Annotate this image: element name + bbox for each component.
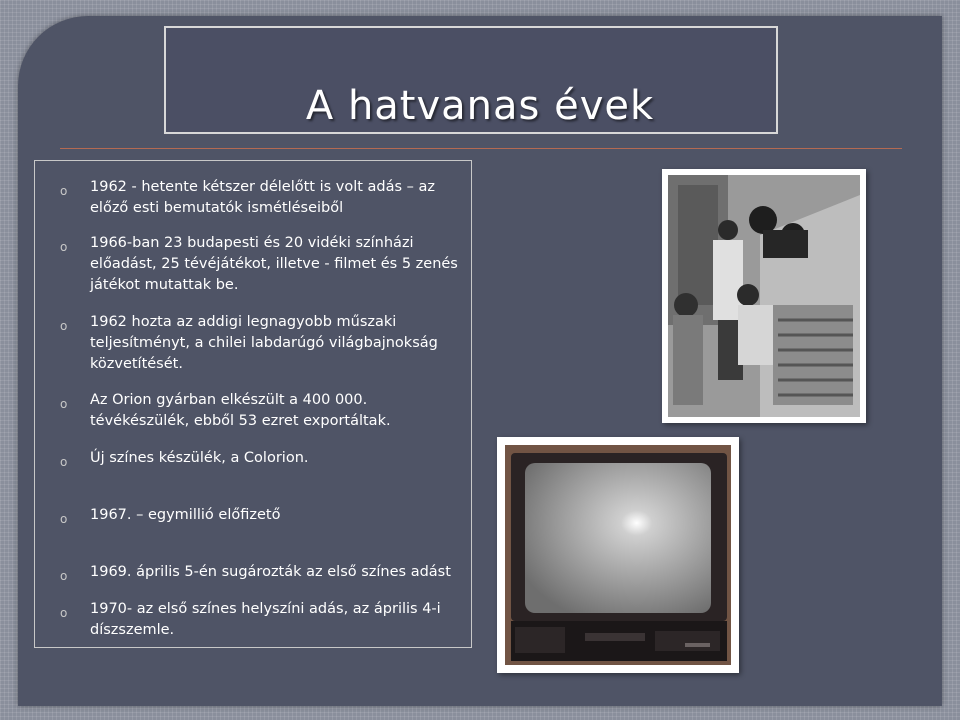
list-item: 1962 hozta az addigi legnagyobb műszaki teljesítményt, a chilei labdarúgó világbajnokság közvetítését. xyxy=(90,314,438,372)
bullet-marker: o xyxy=(60,397,68,411)
bullet-marker: o xyxy=(60,512,68,526)
list-item: Az Orion gyárban elkészült a 400 000. tévékészülék, ebből 53 ezret exportáltak. xyxy=(90,392,391,429)
bullet-marker: o xyxy=(60,569,68,583)
bullet-marker: o xyxy=(60,184,68,198)
tv-set-image xyxy=(505,445,731,665)
bullet-marker: o xyxy=(60,319,68,333)
list-item: 1967. – egymillió előfizető xyxy=(90,507,281,523)
bullet-marker: o xyxy=(60,606,68,620)
slide-title: A hatvanas évek xyxy=(305,83,655,129)
photo-film-crew xyxy=(662,169,866,423)
list-item: 1970- az első színes helyszíni adás, az április 4-i díszszemle. xyxy=(90,601,441,638)
list-item: 1962 - hetente kétszer délelőtt is volt adás – az előző esti bemutatók ismétléseiből xyxy=(90,179,436,216)
bullet-marker: o xyxy=(60,240,68,254)
title-divider xyxy=(60,148,902,149)
photo-tv-set xyxy=(497,437,739,673)
list-item: 1966-ban 23 budapesti és 20 vidéki színházi előadást, 25 tévéjátékot, illetve - filmet és 5 zenés játékot mutattak be. xyxy=(90,235,458,293)
film-crew-image xyxy=(668,175,860,417)
list-item: Új színes készülék, a Colorion. xyxy=(90,450,309,466)
list-item: 1969. április 5-én sugározták az első színes adást xyxy=(90,564,451,580)
bullet-marker: o xyxy=(60,455,68,469)
